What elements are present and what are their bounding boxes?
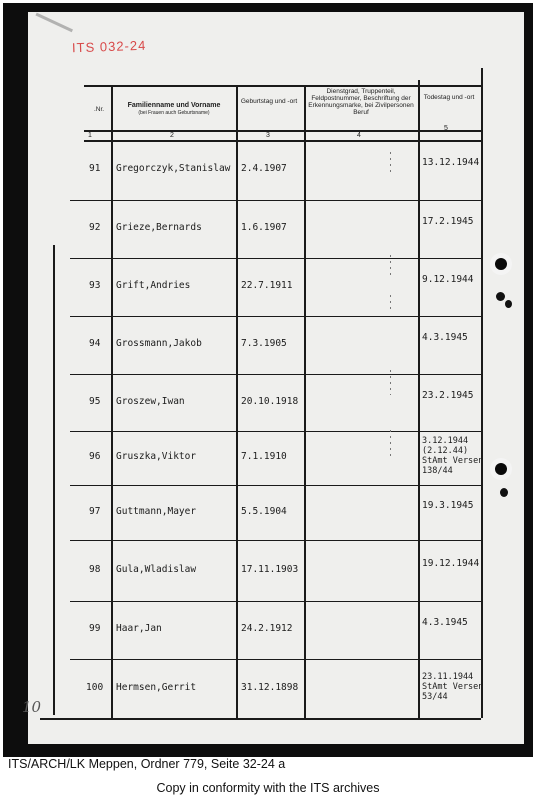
ink-blot [505,300,512,308]
birth-date: 22.7.1911 [241,280,293,291]
person-name: Hermsen,Gerrit [116,681,197,693]
header-name-sub: (bei Frauen auch Geburtsname) [138,110,210,116]
row-divider [70,485,481,486]
row-divider [70,316,481,317]
table-right-border [481,68,483,718]
person-name: Guttmann,Mayer [116,505,197,517]
death-date: 4.3.1945 [422,617,468,628]
birth-date: 17.11.1903 [241,563,299,575]
faint-mark [390,295,391,310]
faint-mark [390,255,391,275]
header-divider [84,130,481,132]
person-name: Grieze,Bernards [116,222,202,233]
death-date: 17.2.1945 [422,216,474,227]
ink-blot [500,488,508,497]
row-divider [70,431,481,432]
header-birth: Geburtstag und -ort [240,98,298,105]
column-divider [304,85,306,718]
row-number: 97 [89,505,101,517]
column-divider [236,85,238,718]
header-rank: Dienstgrad, Truppenteil, Feldpostnummer, Beschriftung der Erkennungsmarke, bei Zivilpersonen Beruf [308,88,414,116]
faint-mark [390,430,391,460]
punch-hole-top [490,253,512,275]
death-date: 4.3.1945 [422,332,468,343]
row-number: 100 [86,681,104,693]
header-nr: .Nr. [93,106,105,113]
row-divider [70,258,481,259]
birth-date: 31.12.1898 [241,681,299,693]
column-number-1: 1 [88,132,92,139]
row-divider [70,374,481,375]
header-name-label: Familienname und Vorname [127,102,221,109]
death-date: 9.12.1944 [422,274,474,285]
person-name: Grift,Andries [116,280,191,291]
archive-reference: ITS/ARCH/LK Meppen, Ordner 779, Seite 32-24 a [8,757,286,771]
row-number: 93 [89,280,101,291]
faint-mark [390,370,391,395]
death-date: 19.3.1945 [422,499,474,511]
person-name: Grossmann,Jakob [116,338,202,349]
archive-stamp: ITS 032-24 [71,37,147,56]
column-number-2: 2 [170,132,174,139]
row-number: 94 [89,338,101,349]
document-page [28,12,524,744]
row-number: 96 [89,451,101,462]
birth-date: 7.3.1905 [241,338,287,349]
birth-date: 7.1.1910 [241,451,287,462]
header-name [118,102,230,117]
column-divider [418,80,420,718]
column-number-3: 3 [266,132,270,139]
birth-date: 2.4.1907 [241,163,287,174]
birth-date: 1.6.1907 [241,222,287,233]
death-date: 19.12.1944 [422,557,480,569]
row-divider [70,540,481,541]
row-divider [70,200,481,201]
header-death: Todestag und -ort [423,94,475,101]
table-bottom-border [40,718,481,720]
column-number-5: 5 [444,125,448,132]
row-divider [70,659,481,660]
column-divider [111,85,113,718]
death-date: 3.12.1944 (2.12.44) StAmt Versen 138/44 [422,436,484,476]
archive-certification: Copy in conformity with the ITS archives [156,781,380,795]
row-number: 91 [89,163,101,174]
column-number-4: 4 [357,132,361,139]
death-date: 13.12.1944 [422,157,480,168]
person-name: Gruszka,Viktor [116,451,197,462]
pencil-note: 10 [22,698,42,716]
person-name: Gregorczyk,Stanislaw [116,163,231,174]
faint-mark [390,152,391,175]
person-name: Groszew,Iwan [116,395,185,407]
death-date: 23.2.1945 [422,389,474,401]
death-date: 23.11.1944 StAmt Versen 53/44 [422,672,484,702]
birth-date: 20.10.1918 [241,395,299,407]
birth-date: 5.5.1904 [241,505,287,517]
row-number: 95 [89,395,101,407]
row-divider [70,601,481,602]
table-top-border [84,85,481,87]
punch-hole-bottom [490,458,512,480]
row-number: 98 [89,563,101,575]
binder-margin-line [53,245,55,715]
ink-blot [496,292,505,301]
column-number-divider [84,140,481,142]
row-number: 99 [89,623,101,634]
row-number: 92 [89,222,101,233]
person-name: Gula,Wladislaw [116,563,197,575]
birth-date: 24.2.1912 [241,623,293,634]
person-name: Haar,Jan [116,623,162,634]
